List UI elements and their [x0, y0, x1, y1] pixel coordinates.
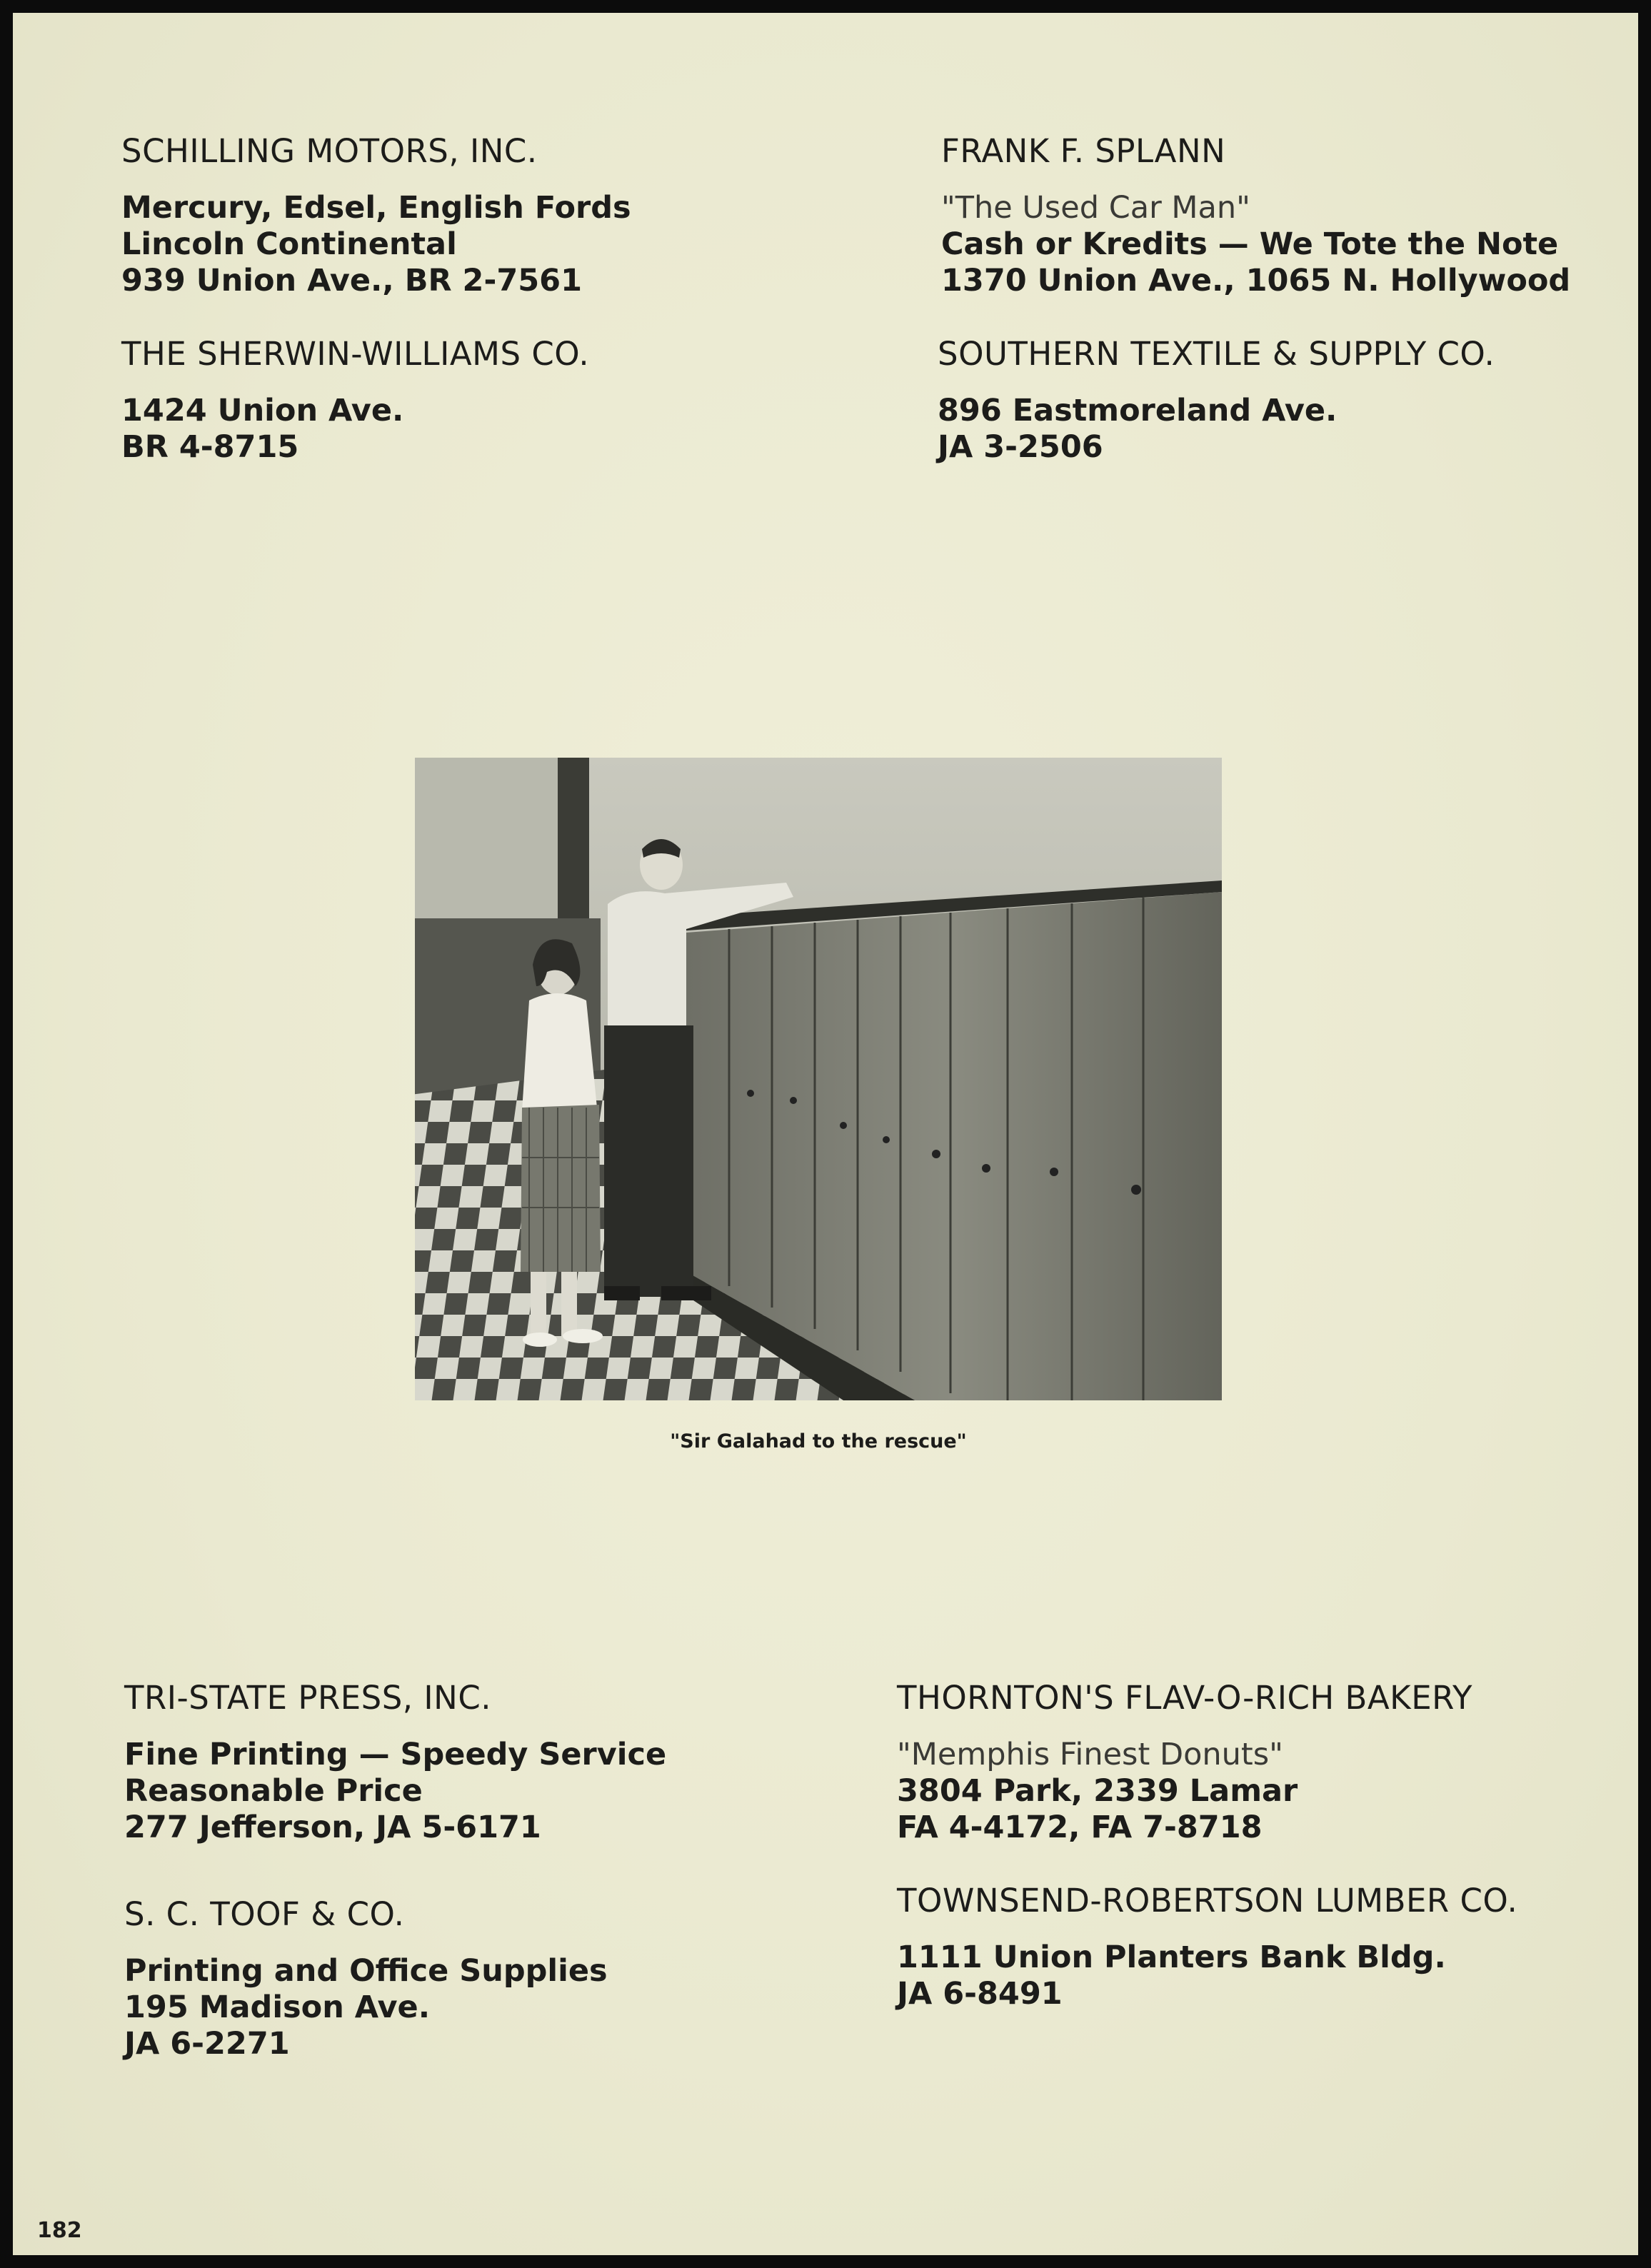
- ad-line: Printing and Office Supplies: [124, 1953, 608, 1989]
- ad-title: SCHILLING MOTORS, INC.: [121, 132, 538, 170]
- ad-line: 939 Union Ave., BR 2-7561: [121, 263, 582, 298]
- ad-line: JA 6-2271: [124, 2026, 290, 2062]
- ad-title: S. C. TOOF & CO.: [124, 1895, 405, 1933]
- locker-scene-image: [415, 758, 1222, 1400]
- ad-line: 3804 Park, 2339 Lamar: [897, 1773, 1298, 1809]
- ad-title: TOWNSEND-ROBERTSON LUMBER CO.: [897, 1882, 1518, 1920]
- ad-sc-toof: [124, 1896, 608, 2062]
- ad-line: Fine Printing — Speedy Service: [124, 1737, 667, 1772]
- ad-title: THORNTON'S FLAV-O-RICH BAKERY: [897, 1679, 1472, 1717]
- ad-line: Reasonable Price: [124, 1773, 423, 1809]
- ad-line: 896 Eastmoreland Ave.: [938, 393, 1338, 428]
- page-number: 182: [37, 2218, 82, 2243]
- yearbook-page: [13, 13, 1638, 2255]
- ad-southern-textile: [938, 336, 1495, 466]
- ad-line: Lincoln Continental: [121, 226, 457, 262]
- ad-tagline: "The Used Car Man": [941, 190, 1250, 226]
- ad-tri-state-press: [124, 1680, 666, 1846]
- ad-title: TRI-STATE PRESS, INC.: [124, 1679, 492, 1717]
- ad-line: 1424 Union Ave.: [121, 393, 404, 428]
- ad-title: SOUTHERN TEXTILE & SUPPLY CO.: [938, 335, 1495, 373]
- photo-locker-hallway: [415, 758, 1222, 1400]
- ad-title: THE SHERWIN-WILLIAMS CO.: [121, 335, 590, 373]
- ad-tagline: "Memphis Finest Donuts": [897, 1737, 1283, 1772]
- ad-line: 195 Madison Ave.: [124, 1989, 431, 2025]
- ad-line: Mercury, Edsel, English Fords: [121, 190, 631, 226]
- ad-townsend-robertson: [897, 1882, 1517, 2012]
- ad-schilling-motors: [121, 133, 631, 299]
- ad-line: JA 6-8491: [897, 1976, 1063, 2012]
- photo-caption: "Sir Galahad to the rescue": [670, 1430, 967, 1452]
- ad-sherwin-williams: [121, 336, 589, 466]
- ad-frank-splann: [941, 133, 1570, 299]
- ad-title: FRANK F. SPLANN: [941, 132, 1226, 170]
- ad-line: Cash or Kredits — We Tote the Note: [941, 226, 1559, 262]
- ad-line: FA 4-4172, FA 7-8718: [897, 1810, 1263, 1845]
- ad-line: 1370 Union Ave., 1065 N. Hollywood: [941, 263, 1571, 298]
- ad-line: BR 4-8715: [121, 429, 299, 465]
- ad-line: 277 Jefferson, JA 5-6171: [124, 1810, 541, 1845]
- ad-thorntons-bakery: [897, 1680, 1472, 1846]
- ad-line: 1111 Union Planters Bank Bldg.: [897, 1940, 1446, 1975]
- ad-line: JA 3-2506: [938, 429, 1103, 465]
